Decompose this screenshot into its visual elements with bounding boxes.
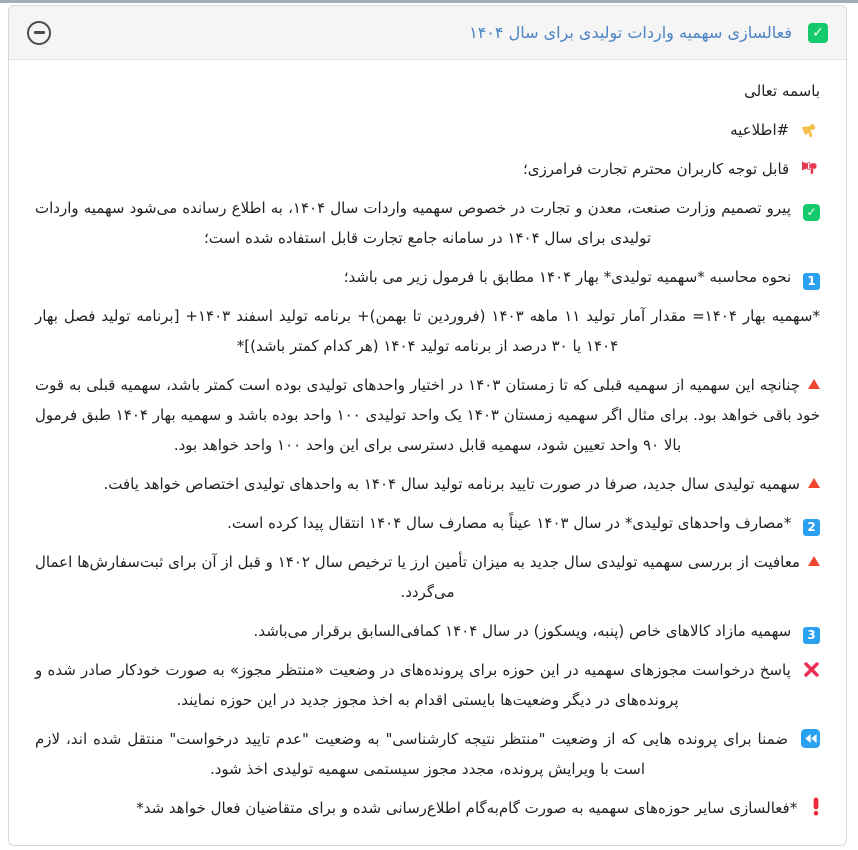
paragraph-item-2	[35, 508, 820, 538]
paragraph-basmala	[35, 76, 820, 106]
minus-circle-icon	[34, 31, 45, 34]
paragraph-text: سهمیه مازاد کالاهای خاص (پنبه، ویسکوز) در سال ۱۴۰۴ کمافی‌السابق برقرار می‌باشد.	[253, 622, 792, 640]
title-group	[469, 23, 828, 43]
paragraph-hashtag	[35, 115, 820, 145]
paragraph-text: چنانچه این سهمیه از سهمیه قبلی که تا زمستان ۱۴۰۳ در اختیار واحدهای تولیدی بوده است کمتر باشد، سهمیه قبلی به قوت خود باقی خواهد بود. برای مثال اگر سهمیه زمستان ۱۴۰۳ یک واحد تولیدی ۱۰۰ واحد بوده باشد و سهمیه بهار ۱۴۰۴ طبق فرمول بالا ۹۰ واحد تعیین شود، سهمیه قابل دسترسی برای این واحد ۱۰۰ واحد خواهد بود.	[35, 376, 820, 454]
red-cross-icon	[803, 661, 820, 678]
red-triangle-icon	[808, 379, 820, 389]
paragraph-text: قابل توجه کاربران محترم تجارت فرامرزی؛	[522, 160, 790, 178]
paragraph-text: پاسخ درخواست مجوزهای سهمیه در این حوزه برای پرونده‌های در وضعیت «منتظر مجوز» به صورت خودکار صادر شده و پرونده‌های در دیگر وضعیت‌ها بایستی اقدام به اخذ مجوز جدید در این حوزه نمایند.	[35, 661, 791, 709]
check-square-icon: ✓	[803, 204, 820, 221]
megaphone-red-icon	[801, 158, 820, 177]
announcement-card	[8, 5, 847, 846]
paragraph-item-3	[35, 616, 820, 646]
red-triangle-icon	[808, 478, 820, 488]
paragraph-footer	[35, 793, 820, 823]
paragraph-note-approval	[35, 469, 820, 499]
card-header	[9, 6, 846, 60]
megaphone-yellow-icon	[801, 119, 820, 138]
paragraph-text: ضمنا برای پرونده هایی که از وضعیت "منتظر نتیجه کارشناسی" به وضعیت "عدم تایید درخواست" منتقل شده اند، لازم است با ویرایش پرونده، مجدد مجوز سیستمی سهمیه تولیدی اخذ شود.	[35, 730, 789, 778]
keycap-2-icon: 2	[803, 519, 820, 536]
paragraph-rework	[35, 724, 820, 784]
paragraph-text: #اطلاعیه	[730, 121, 790, 139]
check-square-icon: ✓	[808, 23, 828, 43]
paragraph-formula	[35, 301, 820, 361]
red-triangle-icon	[808, 556, 820, 566]
paragraph-text: معافیت از بررسی سهمیه تولیدی سال جدید به میزان تأمین ارز یا ترخیص سال ۱۴۰۲ و قبل از آن برای ثبت‌سفارش‌ها اعمال می‌گردد.	[35, 553, 800, 601]
paragraph-permits	[35, 655, 820, 715]
paragraph-text: *مصارف واحدهای تولیدی* در سال ۱۴۰۳ عیناً به مصارف سال ۱۴۰۴ انتقال پیدا کرده است.	[227, 514, 792, 532]
announcement-body	[9, 60, 846, 845]
keycap-3-icon: 3	[803, 627, 820, 644]
paragraph-text: نحوه محاسبه *سهمیه تولیدی* بهار ۱۴۰۴ مطابق با فرمول زیر می باشد؛	[343, 268, 792, 286]
paragraph-intro	[35, 193, 820, 253]
paragraph-note-exemption	[35, 547, 820, 607]
paragraph-attention	[35, 154, 820, 184]
keycap-1-icon: 1	[803, 273, 820, 290]
page-title: فعالسازی سهمیه واردات تولیدی برای سال ۱۴۰۴	[469, 23, 792, 42]
top-strip	[0, 0, 858, 3]
red-exclamation-icon	[812, 797, 820, 816]
collapse-button[interactable]	[27, 21, 51, 45]
paragraph-item-1	[35, 262, 820, 292]
paragraph-note-previous-quota	[35, 370, 820, 460]
paragraph-text: *فعالسازی سایر حوزه‌های سهمیه به صورت گام‌به‌گام اطلاع‌رسانی شده و برای متقاضیان فعال خواهد شد*	[136, 799, 798, 817]
paragraph-text: سهمیه تولیدی سال جدید، صرفا در صورت تایید برنامه تولید سال ۱۴۰۴ به واحدهای تولیدی اختصاص خواهد یافت.	[103, 475, 800, 493]
paragraph-text: باسمه تعالی	[744, 82, 820, 100]
paragraph-text: *سهمیه بهار ۱۴۰۴= مقدار آمار تولید ۱۱ ماهه ۱۴۰۳ (فروردین تا بهمن)+ برنامه تولید اسفند ۱۴۰۳+ [برنامه تولید فصل بهار ۱۴۰۴ یا ۳۰ درصد از برنامه تولید ۱۴۰۴ (هر کدام کمتر باشد)]*	[35, 307, 820, 355]
paragraph-text: پیرو تصمیم وزارت صنعت، معدن و تجارت در خصوص سهمیه واردات سال ۱۴۰۴، به اطلاع رسانده می‌شود سهمیه واردات تولیدی برای سال ۱۴۰۴ در سامانه جامع تجارت قابل استفاده شده است؛	[35, 199, 791, 247]
rewind-blue-icon	[801, 729, 820, 748]
